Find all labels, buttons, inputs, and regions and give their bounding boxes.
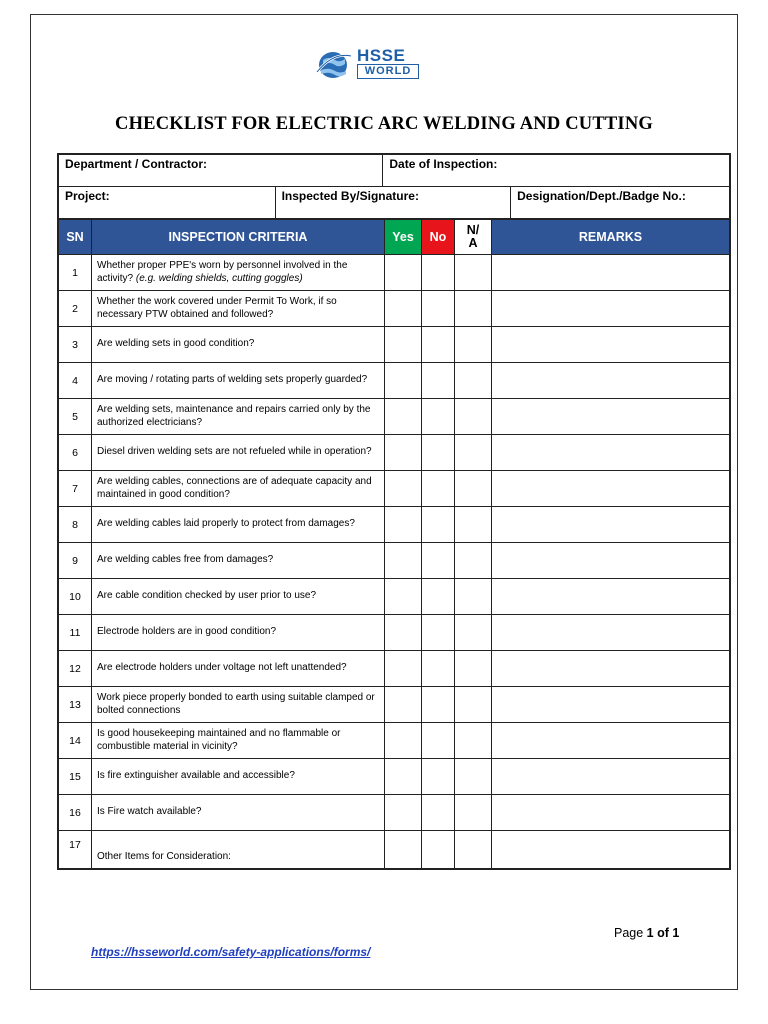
no-cell[interactable] bbox=[422, 759, 455, 795]
na-cell[interactable] bbox=[455, 615, 492, 651]
remarks-cell[interactable] bbox=[492, 795, 730, 831]
criteria-text: Are welding cables, connections are of adequate capacity and maintained in good condition? bbox=[97, 476, 372, 500]
yes-cell[interactable] bbox=[385, 363, 422, 399]
row-criteria bbox=[92, 615, 385, 651]
row-criteria bbox=[92, 435, 385, 471]
no-cell[interactable] bbox=[422, 327, 455, 363]
na-cell[interactable] bbox=[455, 363, 492, 399]
yes-cell[interactable] bbox=[385, 327, 422, 363]
remarks-cell[interactable] bbox=[492, 615, 730, 651]
criteria-text: Electrode holders are in good condition? bbox=[97, 626, 277, 638]
na-header-top: N/ bbox=[466, 223, 480, 237]
table-row bbox=[59, 687, 730, 723]
remarks-cell[interactable] bbox=[492, 543, 730, 579]
na-header bbox=[455, 220, 492, 255]
remarks-cell[interactable] bbox=[492, 471, 730, 507]
row-criteria bbox=[92, 831, 385, 869]
na-cell[interactable] bbox=[455, 471, 492, 507]
row-criteria bbox=[92, 795, 385, 831]
row-sn: 8 bbox=[59, 507, 92, 543]
sn-header: SN bbox=[59, 220, 92, 255]
yes-cell[interactable] bbox=[385, 723, 422, 759]
remarks-cell[interactable] bbox=[492, 399, 730, 435]
na-cell[interactable] bbox=[455, 795, 492, 831]
criteria-example: (e.g. welding shields, cutting goggles) bbox=[135, 272, 303, 284]
criteria-text: Are electrode holders under voltage not left unattended? bbox=[97, 662, 347, 674]
na-cell[interactable] bbox=[455, 723, 492, 759]
criteria-text: Are welding cables laid properly to protect from damages? bbox=[97, 518, 355, 530]
row-sn: 4 bbox=[59, 363, 92, 399]
table-row bbox=[59, 507, 730, 543]
remarks-cell[interactable] bbox=[492, 327, 730, 363]
page-number bbox=[614, 926, 679, 940]
row-criteria bbox=[92, 507, 385, 543]
no-cell[interactable] bbox=[422, 363, 455, 399]
table-row bbox=[59, 831, 730, 869]
row-sn: 2 bbox=[59, 291, 92, 327]
table-row bbox=[59, 255, 730, 291]
table-row bbox=[59, 399, 730, 435]
no-cell[interactable] bbox=[422, 579, 455, 615]
page-total: 1 bbox=[672, 926, 680, 940]
row-sn: 7 bbox=[59, 471, 92, 507]
no-cell[interactable] bbox=[422, 831, 455, 869]
na-cell[interactable] bbox=[455, 507, 492, 543]
table-row bbox=[59, 543, 730, 579]
criteria-text: Other Items for Consideration: bbox=[97, 850, 231, 862]
row-criteria bbox=[92, 723, 385, 759]
row-sn: 5 bbox=[59, 399, 92, 435]
designation-field[interactable]: Designation/Dept./Badge No.: bbox=[511, 187, 730, 219]
no-cell[interactable] bbox=[422, 687, 455, 723]
criteria-text: Is good housekeeping maintained and no flammable or combustible material in vicinity? bbox=[97, 728, 341, 752]
no-cell[interactable] bbox=[422, 471, 455, 507]
row-criteria bbox=[92, 651, 385, 687]
yes-cell[interactable] bbox=[385, 507, 422, 543]
department-field[interactable]: Department / Contractor: bbox=[59, 155, 383, 187]
row-sn: 14 bbox=[59, 723, 92, 759]
row-sn: 15 bbox=[59, 759, 92, 795]
na-cell[interactable] bbox=[455, 291, 492, 327]
inspected-by-field[interactable]: Inspected By/Signature: bbox=[275, 187, 511, 219]
yes-cell[interactable] bbox=[385, 471, 422, 507]
table-row bbox=[59, 471, 730, 507]
criteria-text: Are welding sets, maintenance and repairs carried only by the authorized electricians? bbox=[97, 404, 371, 428]
hsse-world-logo bbox=[315, 46, 425, 82]
no-cell[interactable] bbox=[422, 435, 455, 471]
table-row bbox=[59, 363, 730, 399]
na-cell[interactable] bbox=[455, 651, 492, 687]
criteria-text: Whether the work covered under Permit To Work, if so necessary PTW obtained and followed? bbox=[97, 296, 337, 320]
table-row bbox=[59, 435, 730, 471]
table-row bbox=[59, 579, 730, 615]
yes-cell[interactable] bbox=[385, 687, 422, 723]
row-criteria bbox=[92, 471, 385, 507]
criteria-text: Diesel driven welding sets are not refueled while in operation? bbox=[97, 446, 372, 458]
criteria-text: Whether proper PPE's worn by personnel involved in the activity? bbox=[97, 260, 348, 284]
remarks-cell[interactable] bbox=[492, 651, 730, 687]
page-prefix: Page bbox=[614, 926, 647, 940]
row-sn: 12 bbox=[59, 651, 92, 687]
row-sn: 10 bbox=[59, 579, 92, 615]
no-header: No bbox=[422, 220, 455, 255]
row-sn: 6 bbox=[59, 435, 92, 471]
table-row bbox=[59, 651, 730, 687]
row-sn: 13 bbox=[59, 687, 92, 723]
no-cell[interactable] bbox=[422, 795, 455, 831]
criteria-text: Are welding sets in good condition? bbox=[97, 338, 255, 350]
table-row bbox=[59, 759, 730, 795]
yes-cell[interactable] bbox=[385, 579, 422, 615]
na-cell[interactable] bbox=[455, 687, 492, 723]
row-criteria bbox=[92, 327, 385, 363]
remarks-cell[interactable] bbox=[492, 759, 730, 795]
yes-cell[interactable] bbox=[385, 795, 422, 831]
na-cell[interactable] bbox=[455, 255, 492, 291]
row-criteria bbox=[92, 255, 385, 291]
globe-icon bbox=[315, 48, 353, 80]
remarks-cell[interactable] bbox=[492, 291, 730, 327]
na-cell[interactable] bbox=[455, 399, 492, 435]
remarks-cell[interactable] bbox=[492, 723, 730, 759]
na-header-bottom: A bbox=[468, 236, 478, 250]
row-criteria bbox=[92, 579, 385, 615]
criteria-text: Is Fire watch available? bbox=[97, 806, 202, 818]
page-of: of bbox=[653, 926, 673, 940]
remarks-header: REMARKS bbox=[492, 220, 730, 255]
criteria-text: Are cable condition checked by user prior to use? bbox=[97, 590, 317, 602]
row-criteria bbox=[92, 759, 385, 795]
yes-cell[interactable] bbox=[385, 615, 422, 651]
remarks-cell[interactable] bbox=[492, 831, 730, 869]
yes-cell[interactable] bbox=[385, 255, 422, 291]
page-title: CHECKLIST FOR ELECTRIC ARC WELDING AND CUTTING bbox=[115, 114, 653, 134]
date-field[interactable]: Date of Inspection: bbox=[383, 155, 730, 187]
checklist-form bbox=[57, 153, 731, 870]
remarks-cell[interactable] bbox=[492, 579, 730, 615]
criteria-text: Is fire extinguisher available and accessible? bbox=[97, 770, 295, 782]
checklist-table bbox=[58, 219, 730, 869]
row-sn: 1 bbox=[59, 255, 92, 291]
no-cell[interactable] bbox=[422, 615, 455, 651]
remarks-cell[interactable] bbox=[492, 435, 730, 471]
row-sn: 16 bbox=[59, 795, 92, 831]
row-criteria bbox=[92, 363, 385, 399]
checklist-rows bbox=[59, 255, 730, 869]
table-row bbox=[59, 615, 730, 651]
no-cell[interactable] bbox=[422, 255, 455, 291]
row-criteria bbox=[92, 687, 385, 723]
na-cell[interactable] bbox=[455, 435, 492, 471]
info-table bbox=[58, 154, 730, 219]
remarks-cell[interactable] bbox=[492, 507, 730, 543]
table-row bbox=[59, 327, 730, 363]
yes-cell[interactable] bbox=[385, 291, 422, 327]
yes-cell[interactable] bbox=[385, 543, 422, 579]
no-cell[interactable] bbox=[422, 291, 455, 327]
row-sn: 3 bbox=[59, 327, 92, 363]
na-cell[interactable] bbox=[455, 759, 492, 795]
na-cell[interactable] bbox=[455, 543, 492, 579]
yes-cell[interactable] bbox=[385, 399, 422, 435]
yes-header: Yes bbox=[385, 220, 422, 255]
na-cell[interactable] bbox=[455, 327, 492, 363]
row-criteria bbox=[92, 399, 385, 435]
no-cell[interactable] bbox=[422, 651, 455, 687]
criteria-text: Are moving / rotating parts of welding sets properly guarded? bbox=[97, 374, 368, 386]
remarks-cell[interactable] bbox=[492, 255, 730, 291]
na-cell[interactable] bbox=[455, 831, 492, 869]
no-cell[interactable] bbox=[422, 507, 455, 543]
row-sn: 9 bbox=[59, 543, 92, 579]
table-row bbox=[59, 795, 730, 831]
forms-link[interactable]: https://hsseworld.com/safety-applications/forms/ bbox=[91, 945, 371, 959]
na-cell[interactable] bbox=[455, 579, 492, 615]
row-sn: 17 bbox=[59, 831, 92, 869]
criteria-header: INSPECTION CRITERIA bbox=[92, 220, 385, 255]
table-row bbox=[59, 723, 730, 759]
yes-cell[interactable] bbox=[385, 759, 422, 795]
no-cell[interactable] bbox=[422, 543, 455, 579]
row-criteria bbox=[92, 543, 385, 579]
logo-text-bottom: WORLD bbox=[357, 64, 419, 79]
table-row bbox=[59, 291, 730, 327]
page-current: 1 bbox=[646, 926, 654, 940]
logo-text-top: HSSE bbox=[357, 46, 406, 65]
no-cell[interactable] bbox=[422, 399, 455, 435]
remarks-cell[interactable] bbox=[492, 687, 730, 723]
no-cell[interactable] bbox=[422, 723, 455, 759]
row-criteria bbox=[92, 291, 385, 327]
yes-cell[interactable] bbox=[385, 831, 422, 869]
remarks-cell[interactable] bbox=[492, 363, 730, 399]
criteria-text: Work piece properly bonded to earth using suitable clamped or bolted connections bbox=[97, 692, 375, 716]
project-field[interactable]: Project: bbox=[59, 187, 276, 219]
yes-cell[interactable] bbox=[385, 435, 422, 471]
row-sn: 11 bbox=[59, 615, 92, 651]
yes-cell[interactable] bbox=[385, 651, 422, 687]
criteria-text: Are welding cables free from damages? bbox=[97, 554, 274, 566]
